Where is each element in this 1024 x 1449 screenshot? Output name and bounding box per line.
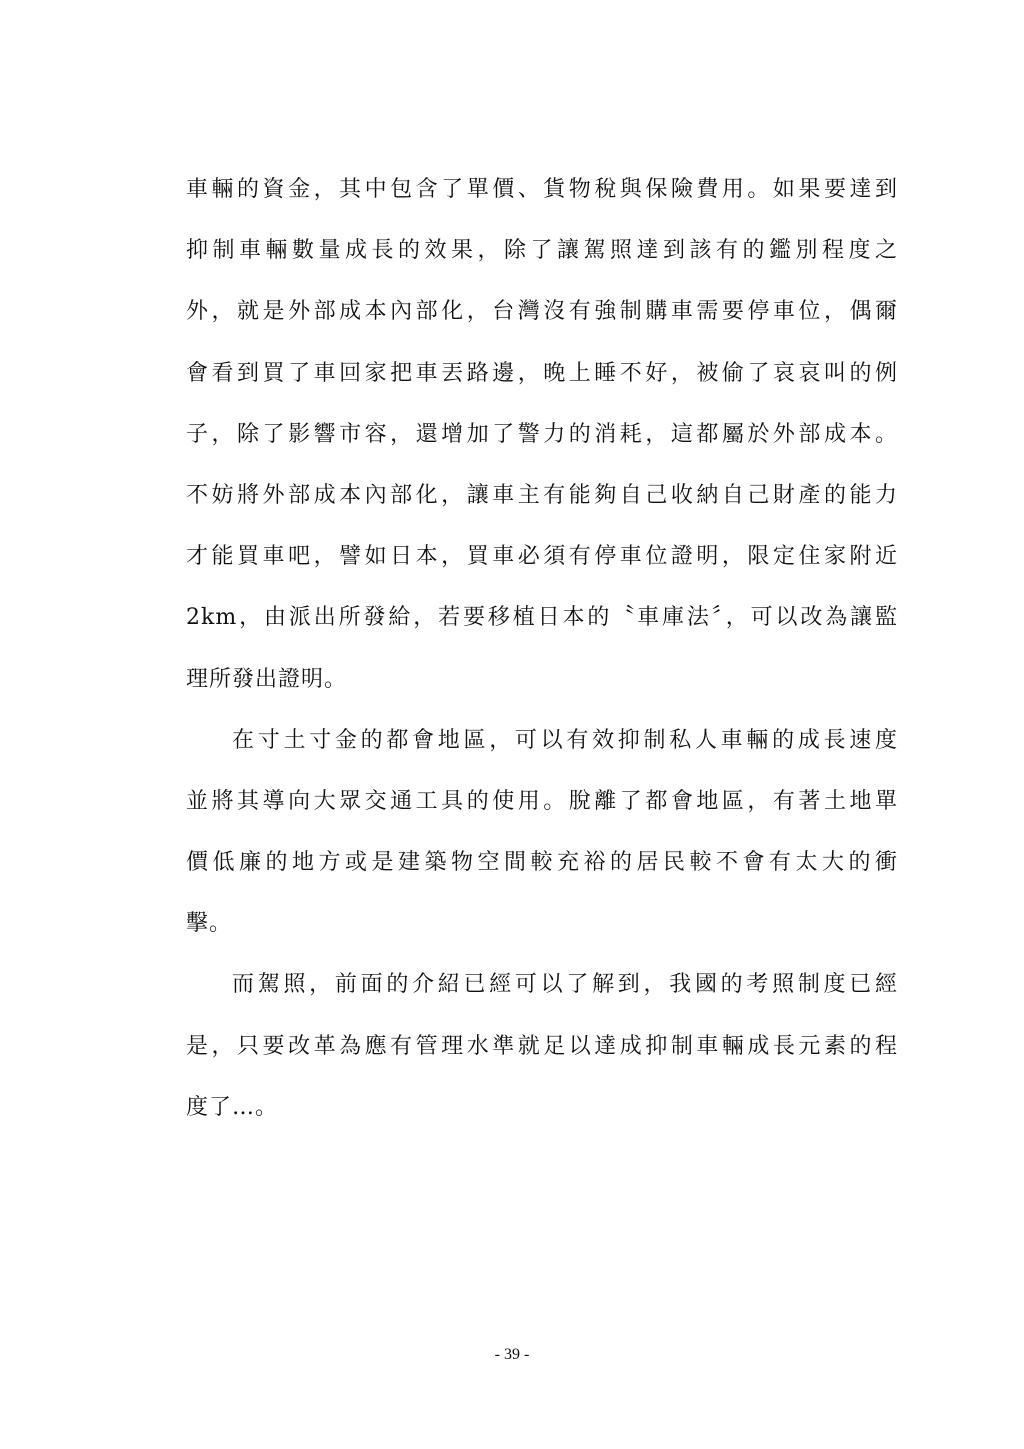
text-line: 是，只要改革為應有管理水準就足以達成抑制車輛成長元素的程 <box>186 1033 898 1059</box>
text-line: 擊。 <box>186 911 233 937</box>
text-line: 子，除了影響市容，還增加了警力的消耗，這都屬於外部成本。 <box>186 421 898 447</box>
paragraph <box>186 164 898 715</box>
body-text <box>186 164 898 1143</box>
text-line: 而駕照，前面的介紹已經可以了解到，我國的考照制度已經 <box>232 972 898 998</box>
text-line: 車輛的資金，其中包含了單價、貨物稅與保險費用。如果要達到 <box>186 177 898 202</box>
text-line: 在寸土寸金的都會地區，可以有效抑制私人車輛的成長速度 <box>232 727 898 753</box>
text-line: 度了…。 <box>186 1094 279 1120</box>
text-line: 理所發出證明。 <box>186 666 348 692</box>
text-line: 並將其導向大眾交通工具的使用。脫離了都會地區，有著土地單 <box>186 788 898 814</box>
paragraph <box>186 959 898 1143</box>
text-line: 2km，由派出所發給，若要移植日本的〝車庫法〞，可以改為讓監 <box>186 605 898 631</box>
text-line: 外，就是外部成本內部化，台灣沒有強制購車需要停車位，偶爾 <box>186 299 898 325</box>
text-line: 價低廉的地方或是建築物空間較充裕的居民較不會有太大的衝 <box>186 850 898 876</box>
text-line: 抑制車輛數量成長的效果，除了讓駕照達到該有的鑑別程度之 <box>186 238 898 264</box>
page-number: - 39 - <box>494 1346 530 1363</box>
paragraph <box>186 715 898 960</box>
text-line: 不妨將外部成本內部化，讓車主有能夠自己收納自己財產的能力 <box>186 482 898 508</box>
text-line: 會看到買了車回家把車丟路邊，晚上睡不好，被偷了哀哀叫的例 <box>186 360 898 386</box>
text-line: 才能買車吧，譬如日本，買車必須有停車位證明，限定住家附近 <box>186 544 898 570</box>
